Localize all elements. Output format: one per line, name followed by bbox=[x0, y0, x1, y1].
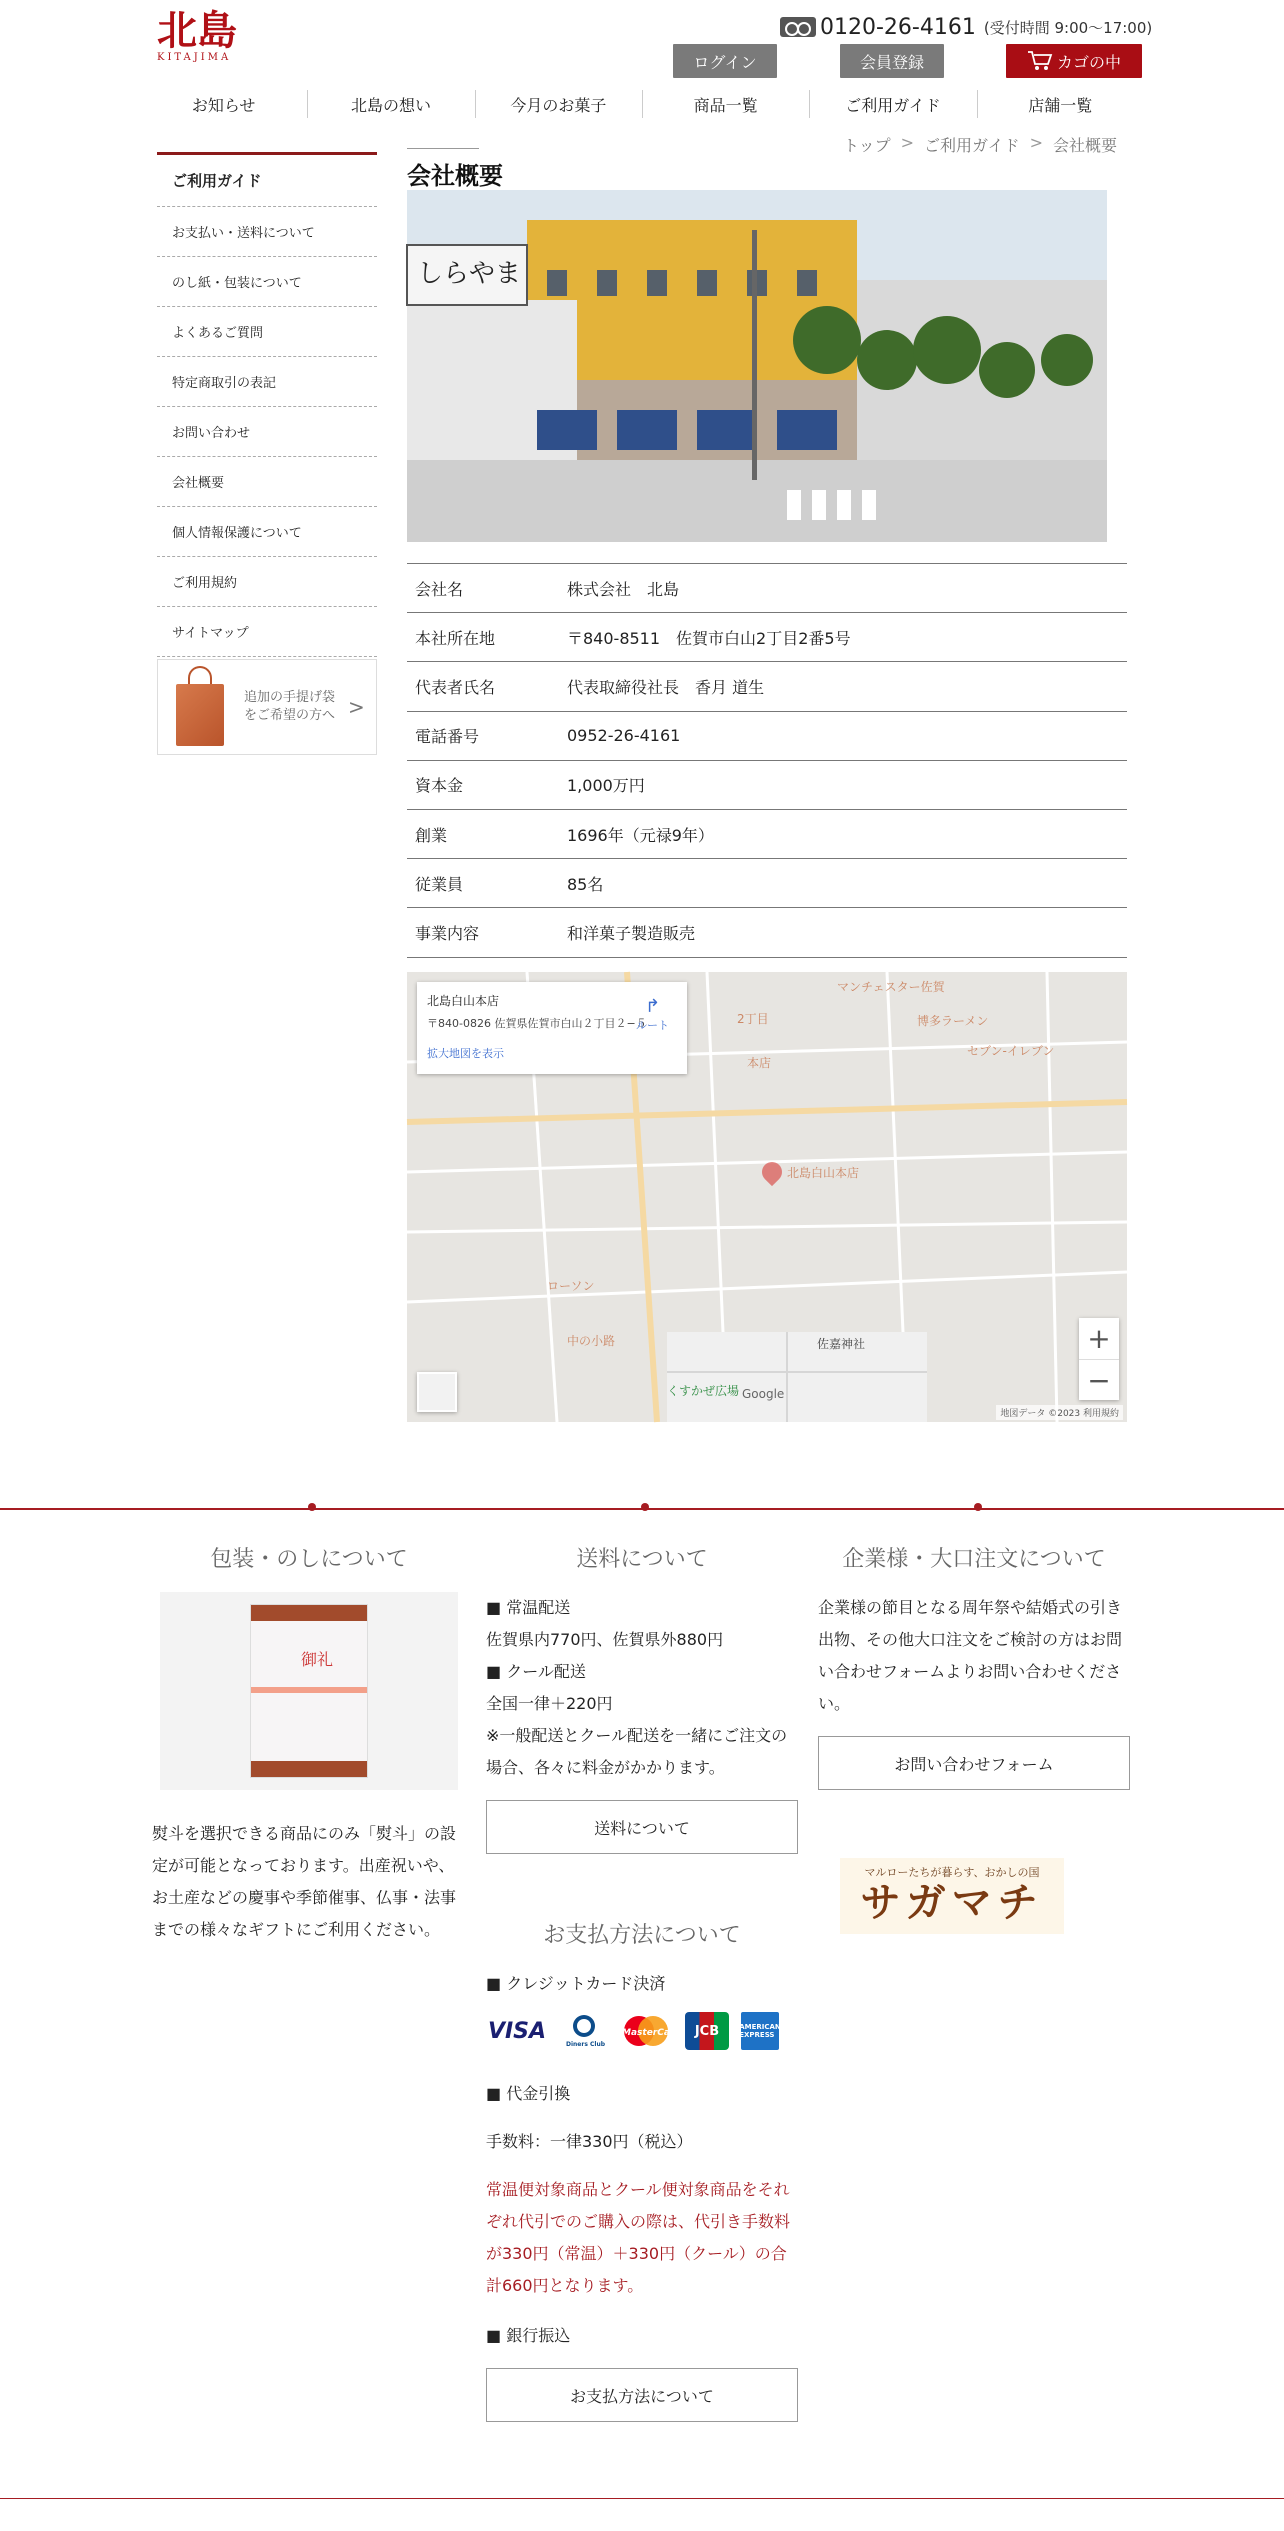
shipping-text bbox=[486, 1592, 800, 1784]
company-info-table bbox=[407, 563, 1127, 958]
nav-item-philosophy[interactable]: 北島の想い bbox=[307, 86, 474, 122]
shopping-bag-icon bbox=[170, 666, 230, 748]
map-label: 博多ラーメン bbox=[917, 1014, 989, 1028]
company-info-key: 代表者氏名 bbox=[415, 677, 496, 697]
breadcrumb-sep: > bbox=[1029, 133, 1043, 152]
sidebar-item-sitemap[interactable]: サイトマップ bbox=[157, 607, 377, 657]
wrapping-text: 熨斗を選択できる商品にのみ「熨斗」の設定が可能となっております。出産祝いや、お土産などの慶事や季節催事、仏事・法事までの様々なギフトにご利用ください。 bbox=[152, 1824, 457, 1939]
shipping-note: ※一般配送とクール配送を一緒にご注文の場合、各々に料金がかかります。 bbox=[486, 1726, 788, 1777]
cart-button[interactable] bbox=[1006, 44, 1142, 78]
payment-button[interactable]: お支払方法について bbox=[486, 2368, 798, 2422]
company-info-key: 従業員 bbox=[415, 874, 464, 894]
company-info-row bbox=[407, 859, 1127, 908]
map-card-title: 北島白山本店 bbox=[427, 994, 500, 1008]
zoom-in-button[interactable]: + bbox=[1087, 1322, 1111, 1355]
phone-hours: (受付時間 9:00〜17:00) bbox=[983, 18, 1153, 37]
footer-divider bbox=[0, 2498, 1284, 2499]
noshi-label: 御礼 bbox=[301, 1650, 334, 1669]
divider-dot bbox=[308, 1503, 316, 1511]
payment-cod-fee: 手数料：一律330円（税込） bbox=[486, 2132, 693, 2151]
wrapping-title: 包装・のしについて bbox=[210, 1547, 408, 1572]
directions-button[interactable] bbox=[636, 996, 669, 1033]
noshi-image bbox=[160, 1592, 458, 1790]
company-info-key: 電話番号 bbox=[415, 727, 480, 747]
bag-banner-text: 追加の手提げ袋をご希望の方へ bbox=[244, 690, 336, 723]
map-label: セブン-イレブン bbox=[967, 1044, 1055, 1058]
sidebar-heading: ご利用ガイド bbox=[157, 152, 377, 207]
contact-form-button[interactable]: お問い合わせフォーム bbox=[818, 1736, 1130, 1790]
phone-number: 0120-26-4161 bbox=[820, 14, 976, 40]
company-info-row bbox=[407, 760, 1127, 809]
map-info-card bbox=[417, 982, 687, 1074]
global-nav bbox=[140, 86, 1144, 122]
sagamachi-tagline: マルローたちが暮らす、おかしの国 bbox=[864, 1866, 1040, 1879]
jcb-logo: JCB bbox=[685, 2012, 729, 2050]
shipping-button[interactable]: 送料について bbox=[486, 1800, 798, 1854]
payment-card-heading: ■ クレジットカード決済 bbox=[486, 1974, 666, 1993]
company-info-key: 本社所在地 bbox=[415, 628, 496, 648]
logo-kanji: 北島 bbox=[157, 7, 237, 54]
map-label: ローソン bbox=[547, 1279, 595, 1293]
nav-item-products[interactable]: 商品一覧 bbox=[642, 86, 809, 122]
company-info-value: 85名 bbox=[567, 874, 604, 894]
company-info-value: 和洋菓子製造販売 bbox=[567, 923, 696, 943]
sidebar bbox=[157, 152, 377, 755]
login-button[interactable]: ログイン bbox=[673, 44, 777, 78]
directions-icon: ↱ bbox=[644, 996, 661, 1017]
breadcrumb-top[interactable]: トップ bbox=[843, 136, 891, 155]
company-info-row bbox=[407, 809, 1127, 858]
sidebar-item-legal[interactable]: 特定商取引の表記 bbox=[157, 357, 377, 407]
company-info-row bbox=[407, 662, 1127, 711]
svg-text:MasterCard: MasterCard bbox=[622, 2028, 681, 2038]
sagamachi-logo: サガマチ bbox=[860, 1880, 1044, 1926]
company-info-row bbox=[407, 908, 1127, 957]
map-label: マンチェスター佐賀 bbox=[837, 980, 945, 994]
title-rule bbox=[407, 148, 479, 149]
sidebar-item-wrapping[interactable]: のし紙・包装について bbox=[157, 257, 377, 307]
divider-dot bbox=[641, 1503, 649, 1511]
zoom-out-button[interactable]: − bbox=[1079, 1359, 1119, 1400]
payment-cod-note: 常温便対象商品とクール便対象商品をそれぞれ代引でのご購入の際は、代引き手数料が330円（常温）＋330円（クール）の合計660円となります。 bbox=[486, 2180, 791, 2295]
shipping-cool-price: 全国一律＋220円 bbox=[486, 1694, 613, 1713]
map-label: くすかぜ広場 bbox=[667, 1384, 740, 1398]
company-info-row bbox=[407, 711, 1127, 760]
register-button[interactable]: 会員登録 bbox=[840, 44, 944, 78]
map-label: 本店 bbox=[747, 1056, 772, 1070]
sidebar-item-company[interactable]: 会社概要 bbox=[157, 457, 377, 507]
sidebar-item-payment[interactable]: お支払い・送料について bbox=[157, 207, 377, 257]
nav-item-monthly[interactable]: 今月のお菓子 bbox=[475, 86, 642, 122]
sagamachi-banner[interactable] bbox=[840, 1858, 1064, 1934]
shipping-cool-heading: ■ クール配送 bbox=[486, 1662, 586, 1681]
freedial-icon bbox=[780, 17, 816, 37]
company-info-value: 代表取締役社長 香月 道生 bbox=[567, 677, 765, 697]
payment-title: お支払方法について bbox=[543, 1923, 741, 1948]
shipping-title: 送料について bbox=[576, 1547, 708, 1572]
map-pin-label: 北島白山本店 bbox=[787, 1166, 860, 1180]
diners-logo bbox=[561, 2012, 607, 2050]
cart-label: カゴの中 bbox=[1056, 52, 1121, 72]
map-type-toggle[interactable] bbox=[417, 1372, 457, 1412]
page-title: 会社概要 bbox=[407, 162, 503, 190]
chevron-right-icon: > bbox=[348, 695, 365, 719]
map-label: 2丁目 bbox=[737, 1012, 769, 1026]
company-info-value: 1696年（元禄9年） bbox=[567, 825, 714, 845]
photo-sign-text: しらやま bbox=[417, 259, 522, 289]
breadcrumb-guide[interactable]: ご利用ガイド bbox=[924, 136, 1020, 155]
store-photo bbox=[407, 190, 1107, 542]
map-larger-link[interactable]: 拡大地図を表示 bbox=[427, 1047, 504, 1060]
payment-cod-heading: ■ 代金引換 bbox=[486, 2084, 571, 2103]
map-label: 佐嘉神社 bbox=[817, 1337, 866, 1351]
company-info-row bbox=[407, 564, 1127, 613]
google-logo: Google bbox=[742, 1387, 785, 1401]
sidebar-item-privacy[interactable]: 個人情報保護について bbox=[157, 507, 377, 557]
shopping-bag-banner[interactable] bbox=[157, 659, 377, 755]
map-attribution: 地図データ ©2023 利用規約 bbox=[996, 1405, 1123, 1420]
divider-dot bbox=[974, 1503, 982, 1511]
company-info-value: 株式会社 北島 bbox=[567, 579, 680, 599]
breadcrumb bbox=[843, 133, 1117, 156]
sidebar-item-contact[interactable]: お問い合わせ bbox=[157, 407, 377, 457]
company-info-key: 創業 bbox=[415, 825, 448, 845]
payment-bank-heading: ■ 銀行振込 bbox=[486, 2326, 571, 2345]
mastercard-logo bbox=[619, 2012, 681, 2050]
phone-block bbox=[780, 12, 1152, 42]
corporate-title: 企業様・大口注文について bbox=[842, 1547, 1106, 1572]
logo-roman: KITAJIMA bbox=[157, 52, 232, 63]
company-info-row bbox=[407, 613, 1127, 662]
map-label: 中の小路 bbox=[567, 1334, 616, 1348]
map-card-address: 〒840-0826 佐賀県佐賀市白山２丁目２−５ bbox=[427, 1017, 647, 1030]
visa-logo: VISA bbox=[487, 2018, 547, 2044]
corporate-text: 企業様の節目となる周年祭や結婚式の引き出物、その他大口注文をご検討の方はお問い合わせフォームよりお問い合わせください。 bbox=[818, 1598, 1123, 1713]
amex-logo: AMERICAN EXPRESS bbox=[741, 2012, 779, 2050]
breadcrumb-sep: > bbox=[900, 133, 915, 152]
google-map[interactable] bbox=[407, 972, 1127, 1422]
map-zoom-controls bbox=[1079, 1318, 1119, 1400]
sidebar-item-terms[interactable]: ご利用規約 bbox=[157, 557, 377, 607]
company-info-value: 1,000万円 bbox=[567, 776, 645, 796]
company-info-key: 事業内容 bbox=[415, 923, 480, 943]
nav-item-stores[interactable]: 店舗一覧 bbox=[977, 86, 1144, 122]
site-logo[interactable] bbox=[157, 8, 247, 64]
nav-item-news[interactable]: お知らせ bbox=[191, 95, 256, 115]
company-info-key: 資本金 bbox=[415, 776, 464, 796]
company-info-value: 〒840-8511 佐賀市白山2丁目2番5号 bbox=[567, 628, 851, 648]
shipping-normal-heading: ■ 常温配送 bbox=[486, 1598, 571, 1617]
sidebar-item-faq[interactable]: よくあるご質問 bbox=[157, 307, 377, 357]
shipping-normal-price: 佐賀県内770円、佐賀県外880円 bbox=[486, 1630, 724, 1649]
company-info-key: 会社名 bbox=[415, 579, 464, 599]
cart-icon bbox=[1027, 50, 1053, 72]
payment-logos bbox=[485, 2012, 779, 2050]
nav-item-guide[interactable]: ご利用ガイド bbox=[809, 86, 976, 122]
breadcrumb-current: 会社概要 bbox=[1052, 136, 1117, 155]
directions-label: ルート bbox=[636, 1019, 669, 1032]
svg-text:Diners Club: Diners Club bbox=[566, 2041, 606, 2048]
company-info-value: 0952-26-4161 bbox=[567, 726, 681, 746]
